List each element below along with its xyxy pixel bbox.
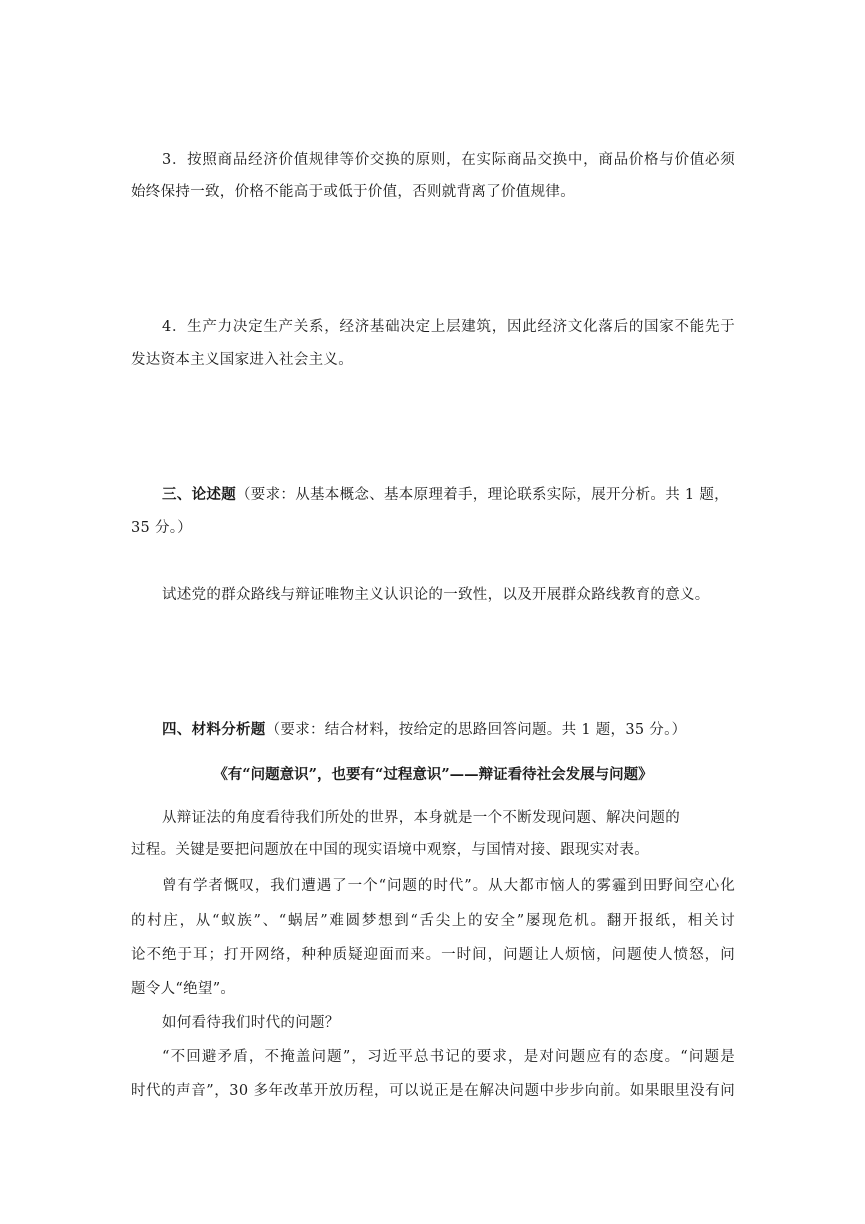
q4-line-2: 发达资本主义国家进入社会主义。 [131, 352, 353, 368]
para1-line-1: 从辩证法的角度看待我们所处的世界，本身就是一个不断发现问题、解决问题的 [162, 810, 680, 826]
section3-question: 试述党的群众路线与辩证唯物主义认识论的一致性，以及开展群众路线教育的意义。 [162, 587, 710, 603]
para2-line-3: 论不绝于耳；打开网络，种种质疑迎面而来。一时间，问题让人烦恼，问题使人愤怒，问 [131, 947, 735, 963]
para2-line-2: 的村庄，从“蚁族”、“蜗居”难圆梦想到“舌尖上的安全”屡现危机。翻开报纸，相关讨 [131, 913, 735, 929]
section3-requirement-cont: 35 分。） [131, 520, 193, 536]
para2-line-1: 曾有学者慨叹，我们遭遇了一个“问题的时代”。从大都市恼人的雾霾到田野间空心化 [162, 878, 735, 894]
para4-line-1: “不回避矛盾，不掩盖问题”，习近平总书记的要求，是对问题应有的态度。“问题是 [162, 1049, 735, 1065]
para1-line-2: 过程。关键是要把问题放在中国的现实语境中观察，与国情对接、跟现实对表。 [131, 842, 649, 858]
para2-line-4: 题令人“绝望”。 [131, 981, 236, 997]
section3-heading: 三、论述题 [162, 486, 236, 503]
para3-line-1: 如何看待我们时代的问题？ [162, 1015, 340, 1031]
section3-heading-line [131, 485, 735, 505]
q4-line-1: 4．生产力决定生产关系，经济基础决定上层建筑，因此经济文化落后的国家不能先于 [162, 319, 735, 335]
section4-heading: 四、材料分析题 [162, 721, 266, 738]
section3-requirement: （要求：从基本概念、基本原理着手，理论联系实际，展开分析。共 1 题， [236, 487, 729, 503]
para4-line-2: 时代的声音”，30 多年改革开放历程，可以说正是在解决问题中步步向前。如果眼里没有问 [131, 1083, 735, 1099]
q3-line-2: 始终保持一致，价格不能高于或低于价值，否则就背离了价值规律。 [131, 184, 575, 200]
section4-heading-line [131, 720, 735, 740]
article-title: 《有“问题意识”，也要有“过程意识”——辩证看待社会发展与问题》 [213, 766, 653, 783]
section4-requirement: （要求：结合材料，按给定的思路回答问题。共 1 题，35 分。） [265, 722, 687, 738]
q3-line-1: 3．按照商品经济价值规律等价交换的原则，在实际商品交换中，商品价格与价值必须 [162, 152, 735, 168]
